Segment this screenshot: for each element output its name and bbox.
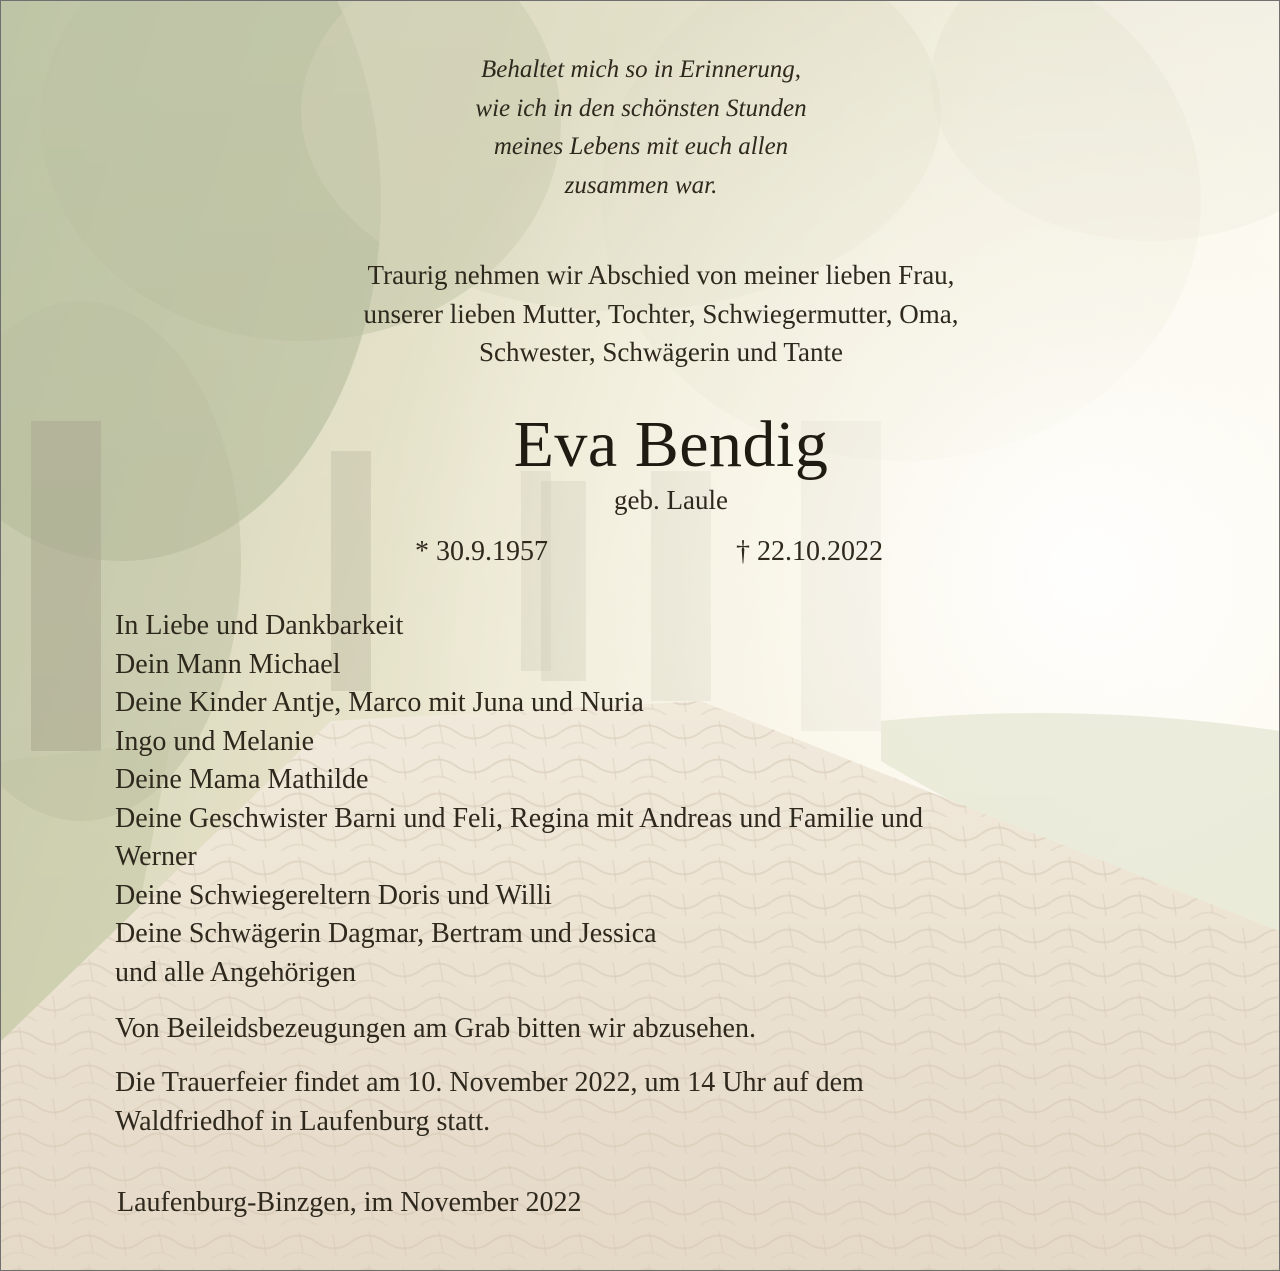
intro-line: Traurig nehmen wir Abschied von meiner lieben Frau, bbox=[367, 260, 955, 290]
deceased-name: Eva Bendig bbox=[513, 408, 829, 481]
mourner-line: Dein Mann Michael bbox=[115, 648, 341, 680]
poem-line: meines Lebens mit euch allen bbox=[493, 133, 789, 160]
mourner-line: Werner bbox=[115, 841, 197, 872]
service-line: Die Trauerfeier findet am 10. November 2022, um 14 Uhr auf dem bbox=[115, 1067, 864, 1098]
mourner-line: In Liebe und Dankbarkeit bbox=[115, 610, 404, 641]
maiden-name: geb. Laule bbox=[614, 485, 728, 515]
service-line: Waldfriedhof in Laufenburg statt. bbox=[115, 1105, 491, 1137]
birth-date: * 30.9.1957 bbox=[415, 536, 548, 567]
intro-line: Schwester, Schwägerin und Tante bbox=[479, 337, 843, 367]
mourner-line: Deine Mama Mathilde bbox=[115, 764, 369, 795]
farewell-intro bbox=[241, 256, 1081, 372]
memorial-poem bbox=[341, 51, 941, 205]
funeral-service-info bbox=[115, 1064, 1175, 1141]
death-date: † 22.10.2022 bbox=[736, 536, 883, 567]
mourner-line: Deine Schwiegereltern Doris und Willi bbox=[115, 879, 552, 911]
poem-line: wie ich in den schönsten Stunden bbox=[475, 94, 807, 122]
mourner-line: Deine Schwägerin Dagmar, Bertram und Jessica bbox=[115, 918, 657, 949]
mourner-line: und alle Angehörigen bbox=[115, 956, 357, 988]
poem-line: zusammen war. bbox=[564, 171, 718, 199]
intro-line: unserer lieben Mutter, Tochter, Schwiegermutter, Oma, bbox=[363, 298, 959, 329]
poem-line: Behaltet mich so in Erinnerung, bbox=[480, 56, 802, 83]
condolence-note: Von Beileidsbezeugungen am Grab bitten wir abzusehen. bbox=[115, 1013, 756, 1044]
place-and-date: Laufenburg-Binzgen, im November 2022 bbox=[117, 1187, 582, 1218]
mourner-line: Ingo und Melanie bbox=[115, 725, 315, 757]
mourner-line: Deine Geschwister Barni und Feli, Regina mit Andreas und Familie und bbox=[115, 802, 923, 834]
mourner-line: Deine Kinder Antje, Marco mit Juna und Nuria bbox=[115, 687, 644, 718]
mourners-list bbox=[115, 607, 1175, 992]
